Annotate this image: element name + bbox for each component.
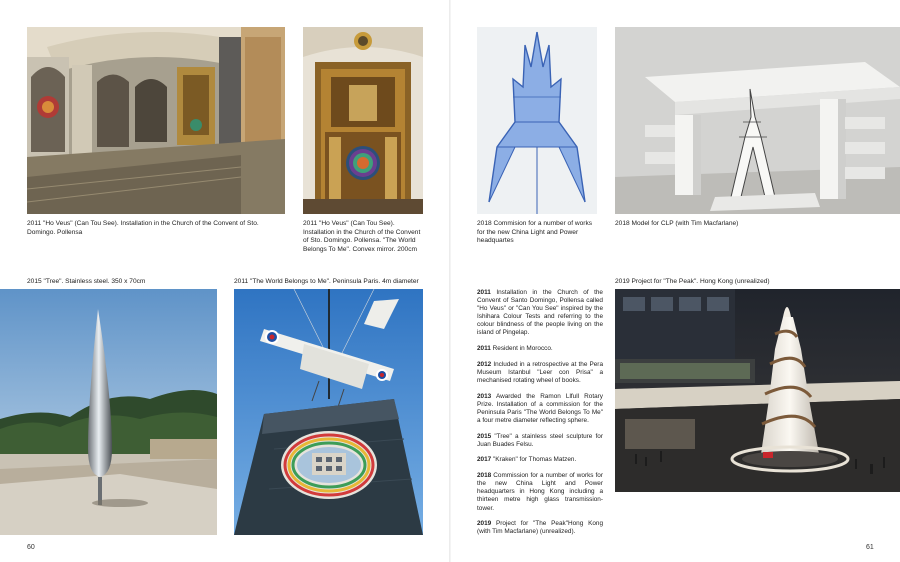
peninsula-sphere-photo bbox=[234, 289, 423, 535]
chronology-year: 2012 bbox=[477, 360, 492, 368]
chronology-text: "Tree" a stainless steel sculpture for Juan Buades Felsu. bbox=[477, 432, 603, 448]
chronology-year: 2015 bbox=[477, 432, 492, 440]
chronology-entry bbox=[477, 472, 603, 512]
chronology-text: "Kraken" for Thomas Matzen. bbox=[491, 456, 577, 464]
page-gutter bbox=[449, 0, 451, 562]
chronology-text: Resident in Morocco. bbox=[490, 345, 553, 353]
caption-the-peak: 2019 Project for "The Peak". Hong Kong (unrealized) bbox=[615, 278, 770, 285]
caption-peninsula-sphere: 2011 "The World Belongs to Me". Peninsula Paris. 4m diameter bbox=[234, 278, 419, 285]
caption-clp-commission: 2018 Commision for a number of works for the new China Light and Power headquartes bbox=[477, 220, 593, 245]
chronology-text: Installation in the Church of the Convent of Santo Domingo, Pollensa called "Ho Veus" or "Can You See" inspired by the Ishihara Colour Tests and referring to the colour blindness of the people living on the island of Pingelap. bbox=[477, 289, 603, 337]
chronology-column bbox=[477, 289, 603, 544]
chronology-entry bbox=[477, 456, 603, 464]
caption-altar-mirror: 2011 "Ho Veus" (Can Tou See). Installation in the Church of the Convent of Sto. Domingo. Pollensa. "The World Belongs To Me". Convex mirror. 200cm bbox=[303, 220, 421, 253]
church-interior-photo bbox=[27, 27, 285, 214]
chronology-entry bbox=[477, 345, 603, 353]
chronology-entry bbox=[477, 393, 603, 425]
chronology-text: Awarded the Ramon Llfull Rotary Prize. Installation of a commission for the Peninsula Paris "The World Belongs To Me" a four metre diameter reflecting sphere. bbox=[477, 392, 603, 424]
chronology-entry bbox=[477, 433, 603, 449]
chronology-text: Commission for a number of works for the new China Light and Power headquarters in Hong Kong including a thirteen metre high glass transmission-tower. bbox=[477, 472, 603, 512]
page-number-right: 61 bbox=[866, 544, 874, 551]
chronology-entry bbox=[477, 289, 603, 338]
chronology-text: Project for "The Peak"Hong Kong (with Tim Macfarlane) (unrealized). bbox=[477, 520, 603, 536]
chronology-text: Included in a retrospective at the Pera Museum Istanbul "Leer con Prisa" a mechanised rotating wheel of books. bbox=[477, 360, 603, 385]
altar-mirror-photo bbox=[303, 27, 423, 214]
the-peak-photo bbox=[615, 289, 900, 492]
chronology-year: 2017 bbox=[477, 456, 492, 464]
chronology-year: 2011 bbox=[477, 289, 491, 296]
chronology-entry bbox=[477, 361, 603, 385]
tree-sculpture-photo bbox=[0, 289, 217, 535]
caption-tree-sculpture: 2015 "Tree". Stainless steel. 350 x 70cm bbox=[27, 278, 146, 285]
chronology-year: 2019 bbox=[477, 520, 492, 528]
chronology-year: 2018 bbox=[477, 472, 492, 480]
glass-tower-photo bbox=[477, 27, 597, 214]
page-number-left: 60 bbox=[27, 544, 35, 551]
clp-model-photo bbox=[615, 27, 900, 214]
caption-clp-model: 2018 Model for CLP (with Tim Macfarlane) bbox=[615, 220, 739, 227]
chronology-year: 2011 bbox=[477, 345, 491, 353]
caption-church-installation: 2011 "Ho Veus" (Can Tou See). Installation in the Church of the Convent of Sto. Domingo. Pollensa bbox=[27, 220, 259, 236]
chronology-entry bbox=[477, 520, 603, 536]
chronology-year: 2013 bbox=[477, 392, 492, 400]
